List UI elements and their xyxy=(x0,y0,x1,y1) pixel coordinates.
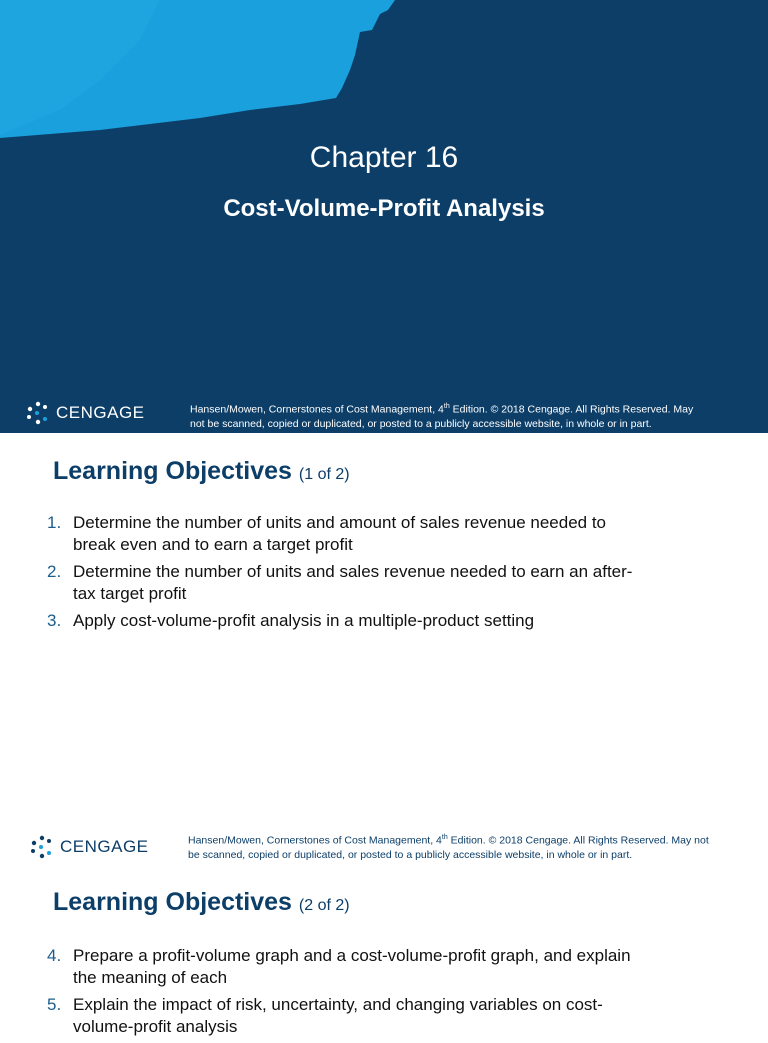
logo-text: CENGAGE xyxy=(56,403,145,422)
slide-heading: Learning Objectives (2 of 2) xyxy=(53,888,350,916)
part-indicator: (1 of 2) xyxy=(298,466,350,483)
learning-objectives-slide-1 xyxy=(0,433,768,866)
learning-objectives-slide-2 xyxy=(0,866,768,1036)
objective-text: volume-profit analysis xyxy=(73,1017,238,1036)
objective-text: tax target profit xyxy=(73,584,187,603)
cengage-logo-icon xyxy=(30,835,54,859)
chapter-title: Chapter 16 xyxy=(309,141,459,174)
title-slide xyxy=(0,0,768,433)
cengage-logo-icon xyxy=(26,401,50,425)
copyright-notice: Hansen/Mowen, Cornerstones of Cost Management, 4th Edition. © 2018 Cengage. All Rights Reserved. May not be scanned, copied or duplicated, or posted to a publicly accessible website, in whole or in part. xyxy=(190,403,694,430)
objective-text: the meaning of each xyxy=(73,968,228,987)
chapter-subtitle: Cost-Volume-Profit Analysis xyxy=(223,195,545,222)
part-indicator: (2 of 2) xyxy=(298,897,350,914)
objective-number: 5. xyxy=(47,995,62,1014)
objective-text: break even and to earn a target profit xyxy=(73,535,353,554)
objective-text: Apply cost-volume-profit analysis in a multiple-product setting xyxy=(73,611,535,630)
objective-number: 2. xyxy=(47,562,62,581)
cengage-logo xyxy=(26,401,145,425)
cengage-logo xyxy=(30,835,149,859)
logo-text: CENGAGE xyxy=(60,837,149,856)
objective-text: Determine the number of units and amount of sales revenue needed to xyxy=(73,513,607,532)
objective-number: 3. xyxy=(47,611,62,630)
objective-text: Prepare a profit-volume graph and a cost-volume-profit graph, and explain xyxy=(73,946,631,965)
objective-text: Determine the number of units and sales revenue needed to earn an after- xyxy=(73,562,633,581)
slide-heading: Learning Objectives (1 of 2) xyxy=(53,457,350,485)
objective-text: Explain the impact of risk, uncertainty, and changing variables on cost- xyxy=(73,995,603,1014)
objective-number: 1. xyxy=(47,513,62,532)
copyright-notice: Hansen/Mowen, Cornerstones of Cost Management, 4th Edition. © 2018 Cengage. All Rights Reserved. May not be scanned, copied or duplicated, or posted to a publicly accessible website, in whole or in part. xyxy=(188,834,709,861)
objective-number: 4. xyxy=(47,946,62,965)
